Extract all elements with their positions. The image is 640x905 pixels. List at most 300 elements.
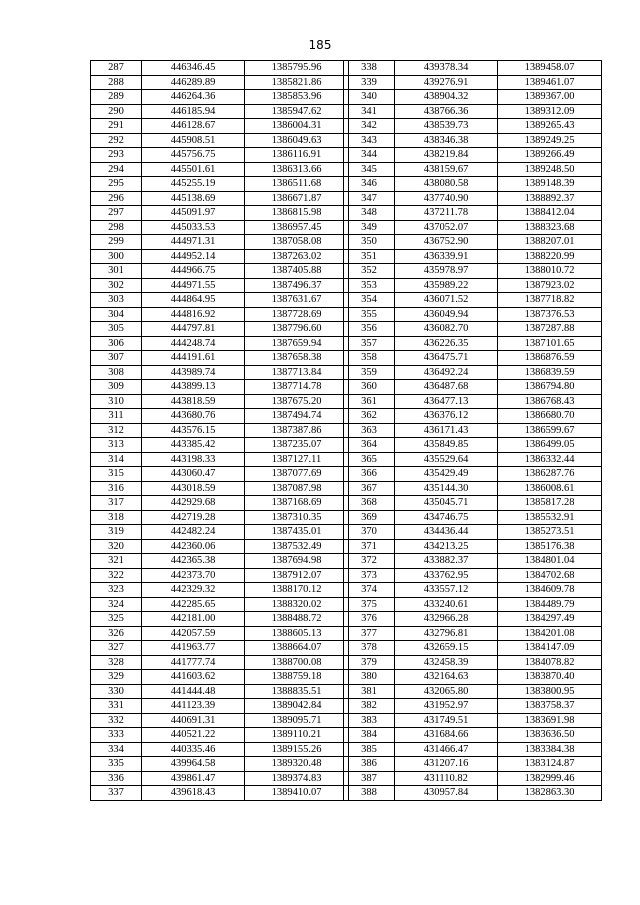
- x-coordinate-cell: 435429.49: [395, 467, 498, 482]
- y-coordinate-cell: 1388170.12: [245, 583, 349, 598]
- table-row: [91, 133, 349, 148]
- x-coordinate-cell: 443899.13: [142, 380, 245, 395]
- table-row: [344, 438, 602, 453]
- point-number-cell: 334: [91, 742, 142, 757]
- y-coordinate-cell: 1388207.01: [498, 235, 602, 250]
- y-coordinate-cell: 1386876.59: [498, 351, 602, 366]
- point-number-cell: 351: [344, 249, 395, 264]
- table-row: [91, 394, 349, 409]
- point-number-cell: 374: [344, 583, 395, 598]
- y-coordinate-cell: 1387287.88: [498, 322, 602, 337]
- x-coordinate-cell: 446289.89: [142, 75, 245, 90]
- point-number-cell: 348: [344, 206, 395, 221]
- table-row: [91, 206, 349, 221]
- y-coordinate-cell: 1387923.02: [498, 278, 602, 293]
- y-coordinate-cell: 1387494.74: [245, 409, 349, 424]
- table-row: [91, 177, 349, 192]
- point-number-cell: 318: [91, 510, 142, 525]
- point-number-cell: 372: [344, 554, 395, 569]
- table-row: [91, 293, 349, 308]
- table-row: [91, 351, 349, 366]
- y-coordinate-cell: 1386008.61: [498, 481, 602, 496]
- y-coordinate-cell: 1388220.99: [498, 249, 602, 264]
- table-row: [344, 162, 602, 177]
- x-coordinate-cell: 433762.95: [395, 568, 498, 583]
- x-coordinate-cell: 445033.53: [142, 220, 245, 235]
- point-number-cell: 359: [344, 365, 395, 380]
- point-number-cell: 325: [91, 612, 142, 627]
- table-row: [91, 525, 349, 540]
- point-number-cell: 294: [91, 162, 142, 177]
- y-coordinate-cell: 1382999.46: [498, 771, 602, 786]
- x-coordinate-cell: 445091.97: [142, 206, 245, 221]
- table-row: [344, 148, 602, 163]
- x-coordinate-cell: 436082.70: [395, 322, 498, 337]
- table-row: [344, 757, 602, 772]
- point-number-cell: 310: [91, 394, 142, 409]
- y-coordinate-cell: 1387496.37: [245, 278, 349, 293]
- point-number-cell: 362: [344, 409, 395, 424]
- point-number-cell: 344: [344, 148, 395, 163]
- y-coordinate-cell: 1389265.43: [498, 119, 602, 134]
- table-row: [91, 670, 349, 685]
- point-number-cell: 297: [91, 206, 142, 221]
- y-coordinate-cell: 1383636.50: [498, 728, 602, 743]
- point-number-cell: 371: [344, 539, 395, 554]
- y-coordinate-cell: 1387310.35: [245, 510, 349, 525]
- y-coordinate-cell: 1388488.72: [245, 612, 349, 627]
- y-coordinate-cell: 1386049.63: [245, 133, 349, 148]
- table-row: [91, 757, 349, 772]
- table-row: [344, 612, 602, 627]
- y-coordinate-cell: 1385795.96: [245, 61, 349, 76]
- point-number-cell: 343: [344, 133, 395, 148]
- table-row: [91, 278, 349, 293]
- point-number-cell: 314: [91, 452, 142, 467]
- x-coordinate-cell: 441963.77: [142, 641, 245, 656]
- x-coordinate-cell: 437740.90: [395, 191, 498, 206]
- table-row: [91, 90, 349, 105]
- y-coordinate-cell: 1387718.82: [498, 293, 602, 308]
- y-coordinate-cell: 1387912.07: [245, 568, 349, 583]
- table-row: [344, 336, 602, 351]
- table-row: [91, 264, 349, 279]
- y-coordinate-cell: 1387658.38: [245, 351, 349, 366]
- y-coordinate-cell: 1384702.68: [498, 568, 602, 583]
- y-coordinate-cell: 1386839.59: [498, 365, 602, 380]
- table-row: [344, 365, 602, 380]
- point-number-cell: 305: [91, 322, 142, 337]
- y-coordinate-cell: 1389312.09: [498, 104, 602, 119]
- x-coordinate-cell: 436049.94: [395, 307, 498, 322]
- x-coordinate-cell: 441444.48: [142, 684, 245, 699]
- table-row: [344, 278, 602, 293]
- table-row: [344, 786, 602, 801]
- y-coordinate-cell: 1387675.20: [245, 394, 349, 409]
- point-number-cell: 319: [91, 525, 142, 540]
- table-row: [91, 119, 349, 134]
- table-row: [344, 467, 602, 482]
- table-row: [91, 771, 349, 786]
- point-number-cell: 365: [344, 452, 395, 467]
- y-coordinate-cell: 1386815.98: [245, 206, 349, 221]
- table-row: [91, 409, 349, 424]
- table-row: [344, 554, 602, 569]
- point-number-cell: 290: [91, 104, 142, 119]
- y-coordinate-cell: 1387728.69: [245, 307, 349, 322]
- point-number-cell: 356: [344, 322, 395, 337]
- y-coordinate-cell: 1388412.04: [498, 206, 602, 221]
- x-coordinate-cell: 438766.36: [395, 104, 498, 119]
- point-number-cell: 357: [344, 336, 395, 351]
- table-row: [91, 481, 349, 496]
- table-row: [91, 612, 349, 627]
- x-coordinate-cell: 433882.37: [395, 554, 498, 569]
- table-row: [91, 162, 349, 177]
- y-coordinate-cell: 1385821.86: [245, 75, 349, 90]
- x-coordinate-cell: 436492.24: [395, 365, 498, 380]
- table-row: [344, 351, 602, 366]
- table-row: [344, 641, 602, 656]
- table-row: [91, 786, 349, 801]
- x-coordinate-cell: 444864.95: [142, 293, 245, 308]
- y-coordinate-cell: 1389148.39: [498, 177, 602, 192]
- y-coordinate-cell: 1387077.69: [245, 467, 349, 482]
- y-coordinate-cell: 1386116.91: [245, 148, 349, 163]
- y-coordinate-cell: 1387168.69: [245, 496, 349, 511]
- x-coordinate-cell: 435989.22: [395, 278, 498, 293]
- y-coordinate-cell: 1384078.82: [498, 655, 602, 670]
- point-number-cell: 376: [344, 612, 395, 627]
- y-coordinate-cell: 1384801.04: [498, 554, 602, 569]
- table-row: [344, 684, 602, 699]
- point-number-cell: 309: [91, 380, 142, 395]
- table-row: [344, 264, 602, 279]
- y-coordinate-cell: 1385947.62: [245, 104, 349, 119]
- table-row: [344, 90, 602, 105]
- y-coordinate-cell: 1389461.07: [498, 75, 602, 90]
- table-row: [91, 713, 349, 728]
- x-coordinate-cell: 432966.28: [395, 612, 498, 627]
- point-number-cell: 296: [91, 191, 142, 206]
- y-coordinate-cell: 1387713.84: [245, 365, 349, 380]
- x-coordinate-cell: 436475.71: [395, 351, 498, 366]
- page-number: 185: [308, 38, 332, 52]
- x-coordinate-cell: 436071.52: [395, 293, 498, 308]
- x-coordinate-cell: 445756.75: [142, 148, 245, 163]
- y-coordinate-cell: 1387694.98: [245, 554, 349, 569]
- point-number-cell: 339: [344, 75, 395, 90]
- x-coordinate-cell: 432796.81: [395, 626, 498, 641]
- table-row: [91, 742, 349, 757]
- y-coordinate-cell: 1387714.78: [245, 380, 349, 395]
- table-row: [91, 61, 349, 76]
- y-coordinate-cell: 1387796.60: [245, 322, 349, 337]
- x-coordinate-cell: 436487.68: [395, 380, 498, 395]
- point-number-cell: 345: [344, 162, 395, 177]
- table-row: [344, 177, 602, 192]
- y-coordinate-cell: 1385532.91: [498, 510, 602, 525]
- table-row: [91, 684, 349, 699]
- x-coordinate-cell: 442285.65: [142, 597, 245, 612]
- y-coordinate-cell: 1386332.44: [498, 452, 602, 467]
- x-coordinate-cell: 431952.97: [395, 699, 498, 714]
- point-number-cell: 299: [91, 235, 142, 250]
- x-coordinate-cell: 442929.68: [142, 496, 245, 511]
- x-coordinate-cell: 430957.84: [395, 786, 498, 801]
- y-coordinate-cell: 1386671.87: [245, 191, 349, 206]
- table-row: [344, 61, 602, 76]
- x-coordinate-cell: 443385.42: [142, 438, 245, 453]
- point-number-cell: 341: [344, 104, 395, 119]
- coordinate-table-left: [90, 60, 349, 801]
- x-coordinate-cell: 433240.61: [395, 597, 498, 612]
- x-coordinate-cell: 442719.28: [142, 510, 245, 525]
- y-coordinate-cell: 1384489.79: [498, 597, 602, 612]
- point-number-cell: 311: [91, 409, 142, 424]
- point-number-cell: 340: [344, 90, 395, 105]
- x-coordinate-cell: 435144.30: [395, 481, 498, 496]
- point-number-cell: 333: [91, 728, 142, 743]
- y-coordinate-cell: 1386004.31: [245, 119, 349, 134]
- x-coordinate-cell: 438346.38: [395, 133, 498, 148]
- table-row: [344, 191, 602, 206]
- table-row: [91, 728, 349, 743]
- y-coordinate-cell: 1389320.48: [245, 757, 349, 772]
- x-coordinate-cell: 444816.92: [142, 307, 245, 322]
- point-number-cell: 321: [91, 554, 142, 569]
- point-number-cell: 315: [91, 467, 142, 482]
- point-number-cell: 369: [344, 510, 395, 525]
- table-row: [91, 510, 349, 525]
- y-coordinate-cell: 1383691.98: [498, 713, 602, 728]
- point-number-cell: 323: [91, 583, 142, 598]
- x-coordinate-cell: 431110.82: [395, 771, 498, 786]
- table-row: [91, 75, 349, 90]
- x-coordinate-cell: 440691.31: [142, 713, 245, 728]
- point-number-cell: 346: [344, 177, 395, 192]
- table-row: [91, 365, 349, 380]
- point-number-cell: 306: [91, 336, 142, 351]
- x-coordinate-cell: 443818.59: [142, 394, 245, 409]
- y-coordinate-cell: 1387532.49: [245, 539, 349, 554]
- x-coordinate-cell: 445501.61: [142, 162, 245, 177]
- x-coordinate-cell: 434213.25: [395, 539, 498, 554]
- x-coordinate-cell: 443060.47: [142, 467, 245, 482]
- y-coordinate-cell: 1386313.66: [245, 162, 349, 177]
- y-coordinate-cell: 1387101.65: [498, 336, 602, 351]
- y-coordinate-cell: 1386957.45: [245, 220, 349, 235]
- coordinate-table-right: [343, 60, 602, 801]
- y-coordinate-cell: 1387235.07: [245, 438, 349, 453]
- point-number-cell: 292: [91, 133, 142, 148]
- point-number-cell: 355: [344, 307, 395, 322]
- y-coordinate-cell: 1387127.11: [245, 452, 349, 467]
- y-coordinate-cell: 1385853.96: [245, 90, 349, 105]
- y-coordinate-cell: 1389248.50: [498, 162, 602, 177]
- x-coordinate-cell: 438159.67: [395, 162, 498, 177]
- point-number-cell: 301: [91, 264, 142, 279]
- point-number-cell: 320: [91, 539, 142, 554]
- x-coordinate-cell: 444191.61: [142, 351, 245, 366]
- point-number-cell: 366: [344, 467, 395, 482]
- table-row: [91, 626, 349, 641]
- table-row: [344, 626, 602, 641]
- point-number-cell: 322: [91, 568, 142, 583]
- point-number-cell: 295: [91, 177, 142, 192]
- y-coordinate-cell: 1389374.83: [245, 771, 349, 786]
- point-number-cell: 307: [91, 351, 142, 366]
- y-coordinate-cell: 1389367.00: [498, 90, 602, 105]
- point-number-cell: 386: [344, 757, 395, 772]
- x-coordinate-cell: 436477.13: [395, 394, 498, 409]
- x-coordinate-cell: 442482.24: [142, 525, 245, 540]
- y-coordinate-cell: 1384609.78: [498, 583, 602, 598]
- x-coordinate-cell: 431684.66: [395, 728, 498, 743]
- x-coordinate-cell: 442329.32: [142, 583, 245, 598]
- table-row: [344, 119, 602, 134]
- point-number-cell: 335: [91, 757, 142, 772]
- x-coordinate-cell: 445255.19: [142, 177, 245, 192]
- table-row: [91, 452, 349, 467]
- x-coordinate-cell: 432659.15: [395, 641, 498, 656]
- y-coordinate-cell: 1384201.08: [498, 626, 602, 641]
- table-row: [91, 467, 349, 482]
- point-number-cell: 298: [91, 220, 142, 235]
- y-coordinate-cell: 1386599.67: [498, 423, 602, 438]
- point-number-cell: 304: [91, 307, 142, 322]
- y-coordinate-cell: 1387631.67: [245, 293, 349, 308]
- y-coordinate-cell: 1387435.01: [245, 525, 349, 540]
- x-coordinate-cell: 443198.33: [142, 452, 245, 467]
- point-number-cell: 336: [91, 771, 142, 786]
- y-coordinate-cell: 1387058.08: [245, 235, 349, 250]
- table-row: [91, 597, 349, 612]
- x-coordinate-cell: 438539.73: [395, 119, 498, 134]
- x-coordinate-cell: 442365.38: [142, 554, 245, 569]
- x-coordinate-cell: 438219.84: [395, 148, 498, 163]
- table-row: [91, 148, 349, 163]
- x-coordinate-cell: 446128.67: [142, 119, 245, 134]
- point-number-cell: 381: [344, 684, 395, 699]
- y-coordinate-cell: 1388892.37: [498, 191, 602, 206]
- y-coordinate-cell: 1389042.84: [245, 699, 349, 714]
- point-number-cell: 330: [91, 684, 142, 699]
- point-number-cell: 331: [91, 699, 142, 714]
- table-row: [91, 568, 349, 583]
- point-number-cell: 353: [344, 278, 395, 293]
- y-coordinate-cell: 1387387.86: [245, 423, 349, 438]
- point-number-cell: 383: [344, 713, 395, 728]
- table-row: [91, 380, 349, 395]
- x-coordinate-cell: 439861.47: [142, 771, 245, 786]
- table-row: [344, 655, 602, 670]
- y-coordinate-cell: 1384297.49: [498, 612, 602, 627]
- x-coordinate-cell: 436339.91: [395, 249, 498, 264]
- x-coordinate-cell: 443576.15: [142, 423, 245, 438]
- y-coordinate-cell: 1383384.38: [498, 742, 602, 757]
- x-coordinate-cell: 442057.59: [142, 626, 245, 641]
- table-row: [344, 670, 602, 685]
- x-coordinate-cell: 439618.43: [142, 786, 245, 801]
- table-row: [91, 583, 349, 598]
- point-number-cell: 287: [91, 61, 142, 76]
- x-coordinate-cell: 444248.74: [142, 336, 245, 351]
- point-number-cell: 293: [91, 148, 142, 163]
- table-row: [344, 742, 602, 757]
- y-coordinate-cell: 1389266.49: [498, 148, 602, 163]
- x-coordinate-cell: 443989.74: [142, 365, 245, 380]
- y-coordinate-cell: 1389095.71: [245, 713, 349, 728]
- x-coordinate-cell: 434436.44: [395, 525, 498, 540]
- x-coordinate-cell: 439964.58: [142, 757, 245, 772]
- table-row: [344, 380, 602, 395]
- table-row: [344, 583, 602, 598]
- point-number-cell: 326: [91, 626, 142, 641]
- y-coordinate-cell: 1386768.43: [498, 394, 602, 409]
- x-coordinate-cell: 446346.45: [142, 61, 245, 76]
- point-number-cell: 328: [91, 655, 142, 670]
- point-number-cell: 385: [344, 742, 395, 757]
- y-coordinate-cell: 1386794.80: [498, 380, 602, 395]
- x-coordinate-cell: 432065.80: [395, 684, 498, 699]
- x-coordinate-cell: 439276.91: [395, 75, 498, 90]
- table-row: [344, 220, 602, 235]
- x-coordinate-cell: 446264.36: [142, 90, 245, 105]
- point-number-cell: 363: [344, 423, 395, 438]
- table-row: [344, 539, 602, 554]
- table-row: [91, 539, 349, 554]
- point-number-cell: 317: [91, 496, 142, 511]
- y-coordinate-cell: 1388605.13: [245, 626, 349, 641]
- x-coordinate-cell: 431749.51: [395, 713, 498, 728]
- x-coordinate-cell: 438904.32: [395, 90, 498, 105]
- y-coordinate-cell: 1389155.26: [245, 742, 349, 757]
- x-coordinate-cell: 444971.55: [142, 278, 245, 293]
- x-coordinate-cell: 444971.31: [142, 235, 245, 250]
- table-row: [344, 452, 602, 467]
- table-row: [344, 249, 602, 264]
- x-coordinate-cell: 436376.12: [395, 409, 498, 424]
- table-row: [91, 235, 349, 250]
- point-number-cell: 387: [344, 771, 395, 786]
- y-coordinate-cell: 1387376.53: [498, 307, 602, 322]
- point-number-cell: 354: [344, 293, 395, 308]
- table-row: [344, 206, 602, 221]
- point-number-cell: 378: [344, 641, 395, 656]
- x-coordinate-cell: 444966.75: [142, 264, 245, 279]
- x-coordinate-cell: 435849.85: [395, 438, 498, 453]
- point-number-cell: 313: [91, 438, 142, 453]
- table-row: [91, 554, 349, 569]
- x-coordinate-cell: 431207.16: [395, 757, 498, 772]
- table-row: [344, 496, 602, 511]
- point-number-cell: 368: [344, 496, 395, 511]
- y-coordinate-cell: 1388010.72: [498, 264, 602, 279]
- table-row: [91, 336, 349, 351]
- x-coordinate-cell: 445138.69: [142, 191, 245, 206]
- y-coordinate-cell: 1386511.68: [245, 177, 349, 192]
- y-coordinate-cell: 1389410.07: [245, 786, 349, 801]
- y-coordinate-cell: 1387659.94: [245, 336, 349, 351]
- table-row: [344, 597, 602, 612]
- point-number-cell: 361: [344, 394, 395, 409]
- point-number-cell: 370: [344, 525, 395, 540]
- x-coordinate-cell: 432164.63: [395, 670, 498, 685]
- point-number-cell: 382: [344, 699, 395, 714]
- y-coordinate-cell: 1384147.09: [498, 641, 602, 656]
- table-row: [344, 525, 602, 540]
